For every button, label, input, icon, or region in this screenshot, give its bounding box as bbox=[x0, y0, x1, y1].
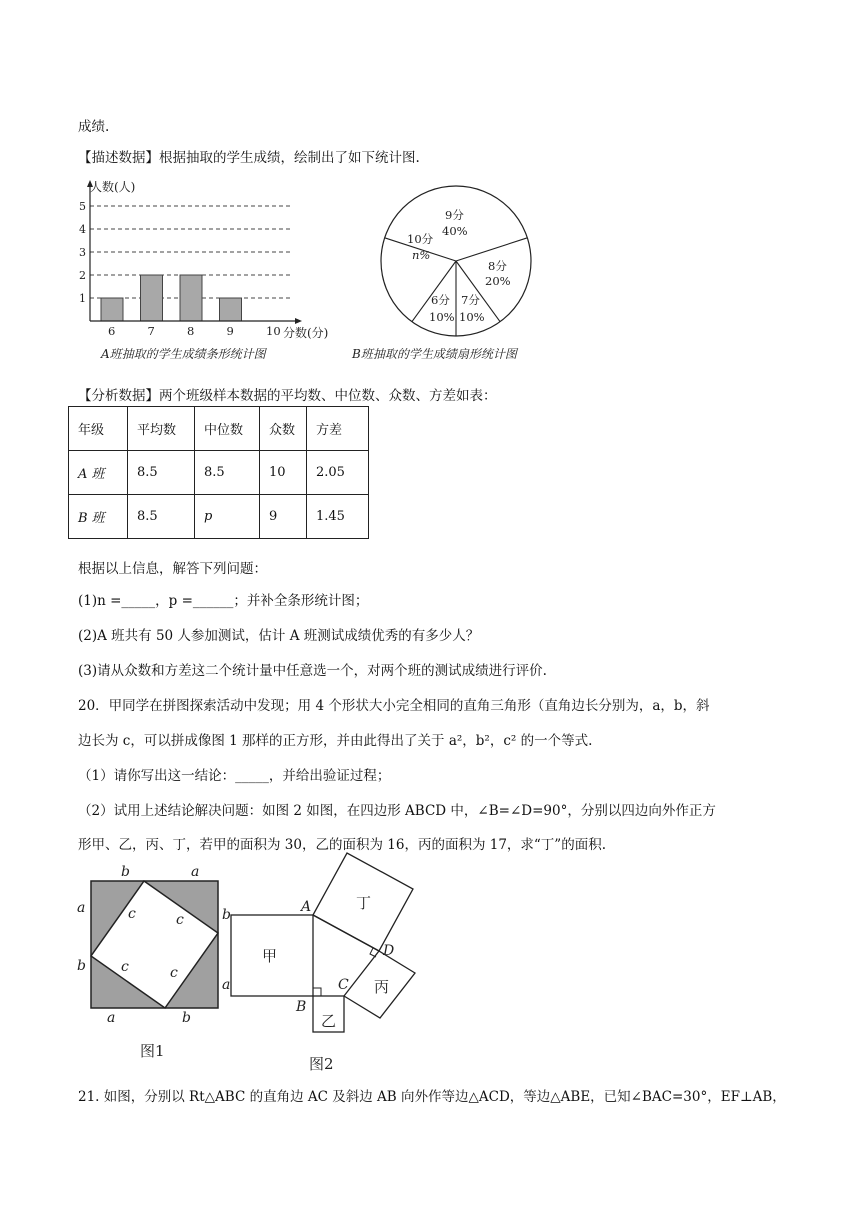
svg-text:c: c bbox=[121, 959, 129, 975]
x-tick-label: 10 bbox=[266, 324, 281, 338]
x-tick-label: 6 bbox=[108, 324, 116, 338]
q19-part3: (3)请从众数和方差这二个统计量中任意选一个，对两个班的测试成绩进行评价. bbox=[78, 663, 547, 679]
table-cell: 10 bbox=[260, 451, 307, 495]
svg-text:b: b bbox=[222, 907, 231, 923]
svg-text:c: c bbox=[170, 965, 178, 981]
x-tick-label: 8 bbox=[187, 324, 195, 338]
table-header-cell: 平均数 bbox=[128, 407, 195, 451]
svg-text:b: b bbox=[182, 1010, 191, 1026]
slice-label-8: 8分 bbox=[488, 259, 507, 273]
pie-chart bbox=[350, 175, 580, 365]
x-tick-label: 9 bbox=[226, 324, 234, 338]
table-cell: B 班 bbox=[69, 495, 128, 539]
table-header-cell: 年级 bbox=[69, 407, 128, 451]
svg-text:a: a bbox=[191, 864, 200, 880]
bar bbox=[220, 298, 242, 321]
table-cell: 1.45 bbox=[307, 495, 369, 539]
slice-label-7: 7分 bbox=[461, 293, 480, 307]
slice-value-9: 40% bbox=[442, 224, 468, 238]
slice-label-9: 9分 bbox=[445, 208, 464, 222]
svg-text:c: c bbox=[128, 906, 136, 922]
slice-value-8: 20% bbox=[485, 274, 511, 288]
svg-text:b: b bbox=[77, 958, 86, 974]
y-axis-label: 人数(人) bbox=[90, 180, 136, 194]
svg-text:c: c bbox=[176, 912, 184, 928]
describe-heading: 【描述数据】根据抽取的学生成绩，绘制出了如下统计图. bbox=[78, 150, 420, 166]
table-header-cell: 中位数 bbox=[195, 407, 260, 451]
bar bbox=[180, 275, 202, 321]
svg-text:a: a bbox=[77, 900, 86, 916]
y-tick-label: 2 bbox=[79, 269, 86, 282]
slice-label-10: 10分 bbox=[407, 232, 434, 246]
x-tick-label: 7 bbox=[147, 324, 155, 338]
svg-text:甲: 甲 bbox=[262, 947, 278, 965]
q20-line1: 20．甲同学在拼图探索活动中发现；用 4 个形状大小完全相同的直角三角形（直角边长分别为，a，b，斜 bbox=[78, 698, 710, 714]
svg-text:A: A bbox=[301, 899, 312, 915]
svg-text:a: a bbox=[222, 977, 231, 993]
y-tick-label: 5 bbox=[79, 200, 86, 213]
slice-value-7: 10% bbox=[459, 310, 485, 324]
q21-line1: 21. 如图，分别以 Rt△ABC 的直角边 AC 及斜边 AB 向外作等边△ACD，等边△ABE，已知∠BAC=30°，EF⊥AB， bbox=[78, 1089, 786, 1105]
q20-line4: （2）试用上述结论解决问题：如图 2 如图，在四边形 ABCD 中，∠B=∠D=90°，分别以四边向外作正方 bbox=[78, 803, 716, 819]
table-header-row bbox=[69, 407, 369, 451]
table-cell: 9 bbox=[260, 495, 307, 539]
svg-text:D: D bbox=[383, 943, 395, 959]
svg-text:乙: 乙 bbox=[321, 1012, 337, 1030]
analyze-heading: 【分析数据】两个班级样本数据的平均数、中位数、众数、方差如表： bbox=[78, 388, 497, 404]
svg-text:B: B bbox=[296, 999, 307, 1015]
q19-part1: (1)n =_____，p =______；并补全条形统计图； bbox=[78, 593, 369, 609]
bar-chart bbox=[70, 175, 370, 365]
svg-text:b: b bbox=[121, 864, 130, 880]
y-tick-label: 4 bbox=[79, 223, 86, 236]
bar-chart-title: A班抽取的学生成绩条形统计图 bbox=[101, 347, 266, 361]
table-row bbox=[69, 451, 369, 495]
x-axis-arrow bbox=[295, 318, 302, 324]
x-axis-label: 分数(分) bbox=[283, 326, 329, 340]
table-header-cell: 众数 bbox=[260, 407, 307, 451]
pie-chart-title: B班抽取的学生成绩扇形统计图 bbox=[352, 347, 517, 361]
y-tick-label: 1 bbox=[79, 292, 86, 305]
table-cell: 8.5 bbox=[195, 451, 260, 495]
figure-1 bbox=[70, 858, 230, 1068]
figure-2 bbox=[220, 845, 430, 1075]
stats-table bbox=[68, 406, 369, 539]
figure-2-caption: 图2 bbox=[309, 1055, 334, 1073]
slice-value-6: 10% bbox=[429, 310, 455, 324]
q20-line5: 形甲、乙，丙、丁，若甲的面积为 30，乙的面积为 16，丙的面积为 17，求“丁”的面积. bbox=[78, 837, 607, 853]
table-cell: 8.5 bbox=[128, 451, 195, 495]
q19-part2: (2)A 班共有 50 人参加测试，估计 A 班测试成绩优秀的有多少人？ bbox=[78, 628, 480, 644]
svg-text:C: C bbox=[338, 977, 349, 993]
table-cell: 8.5 bbox=[128, 495, 195, 539]
q20-line2: 边长为 c，可以拼成像图 1 那样的正方形，并由此得出了关于 a²，b²，c² 的一个等式. bbox=[78, 733, 593, 749]
q20-line3: （1）请你写出这一结论：_____，并给出验证过程； bbox=[78, 768, 391, 784]
q19-intro: 根据以上信息，解答下列问题： bbox=[78, 561, 267, 577]
svg-text:a: a bbox=[107, 1010, 116, 1026]
table-header-cell: 方差 bbox=[307, 407, 369, 451]
slice-value-10: n% bbox=[412, 248, 431, 262]
svg-text:丁: 丁 bbox=[356, 894, 372, 912]
y-tick-label: 3 bbox=[79, 246, 86, 259]
table-cell: A 班 bbox=[69, 451, 128, 495]
table-cell: 2.05 bbox=[307, 451, 369, 495]
table-cell: p bbox=[195, 495, 260, 539]
intro-tail-text: 成绩. bbox=[78, 119, 110, 135]
slice-label-6: 6分 bbox=[431, 293, 450, 307]
bar bbox=[141, 275, 163, 321]
figure-1-caption: 图1 bbox=[140, 1042, 165, 1060]
svg-text:丙: 丙 bbox=[374, 978, 390, 996]
table-row bbox=[69, 495, 369, 539]
bar bbox=[101, 298, 123, 321]
